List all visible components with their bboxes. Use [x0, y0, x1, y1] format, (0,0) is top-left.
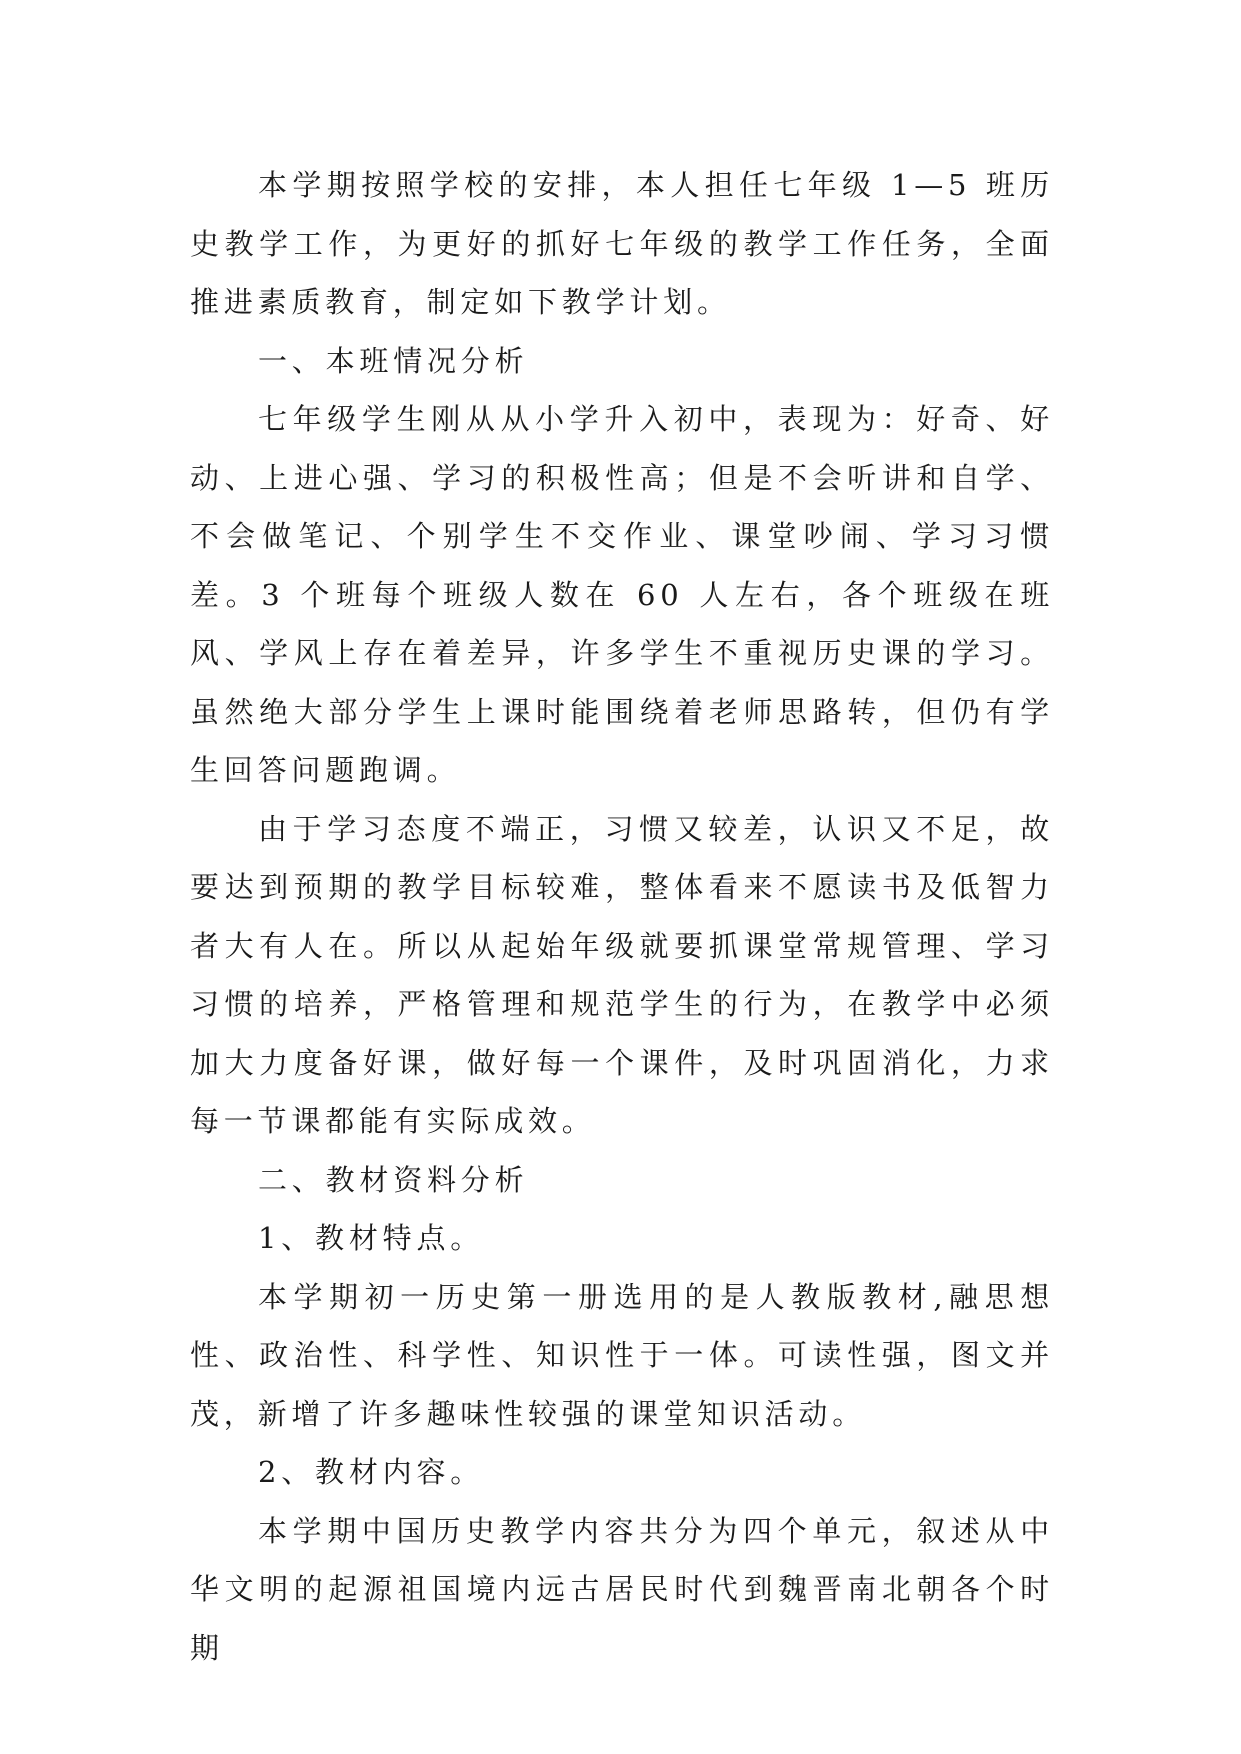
subheading-material-content: 2、教材内容。: [258, 1455, 485, 1489]
document-page: [190, 156, 1054, 1677]
intro-paragraph: 本学期按照学校的安排，本人担任七年级 1—5 班历史教学工作，为更好的抓好七年级的教学工作任务，全面推进素质教育，制定如下教学计划。: [190, 168, 1054, 319]
section-heading-material-analysis: 二、教材资料分析: [258, 1162, 529, 1197]
material-content-paragraph: 本学期中国历史教学内容共分为四个单元，叙述从中华文明的起源祖国境内远古居民时代到魏晋南北朝各个时期: [190, 1513, 1054, 1665]
class-analysis-paragraph-2: 由于学习态度不端正，习惯又较差，认识又不足，故要达到预期的教学目标较难，整体看来不愿读书及低智力者大有人在。所以从起始年级就要抓课堂常规管理、学习习惯的培养，严格管理和规范学生的行为，在教学中必须加大力度备好课，做好每一个课件，及时巩固消化，力求每一节课都能有实际成效。: [190, 811, 1054, 1138]
class-analysis-paragraph-1: 七年级学生刚从从小学升入初中，表现为：好奇、好动、上进心强、学习的积极性高；但是不会听讲和自学、不会做笔记、个别学生不交作业、课堂吵闹、学习习惯差。3 个班每个班级人数在 60 人左右，各个班级在班风、学风上存在着差异，许多学生不重视历史课的学习。虽然绝大部分学生上课时能围绕着老师思路转，但仍有学生回答问题跑调。: [190, 402, 1054, 787]
section-heading-class-analysis: 一、本班情况分析: [258, 343, 529, 378]
subheading-material-features: 1、教材特点。: [258, 1221, 485, 1255]
material-features-paragraph: 本学期初一历史第一册选用的是人教版教材,融思想性、政治性、科学性、知识性于一体。可读性强，图文并茂，新增了许多趣味性较强的课堂知识活动。: [190, 1279, 1054, 1431]
